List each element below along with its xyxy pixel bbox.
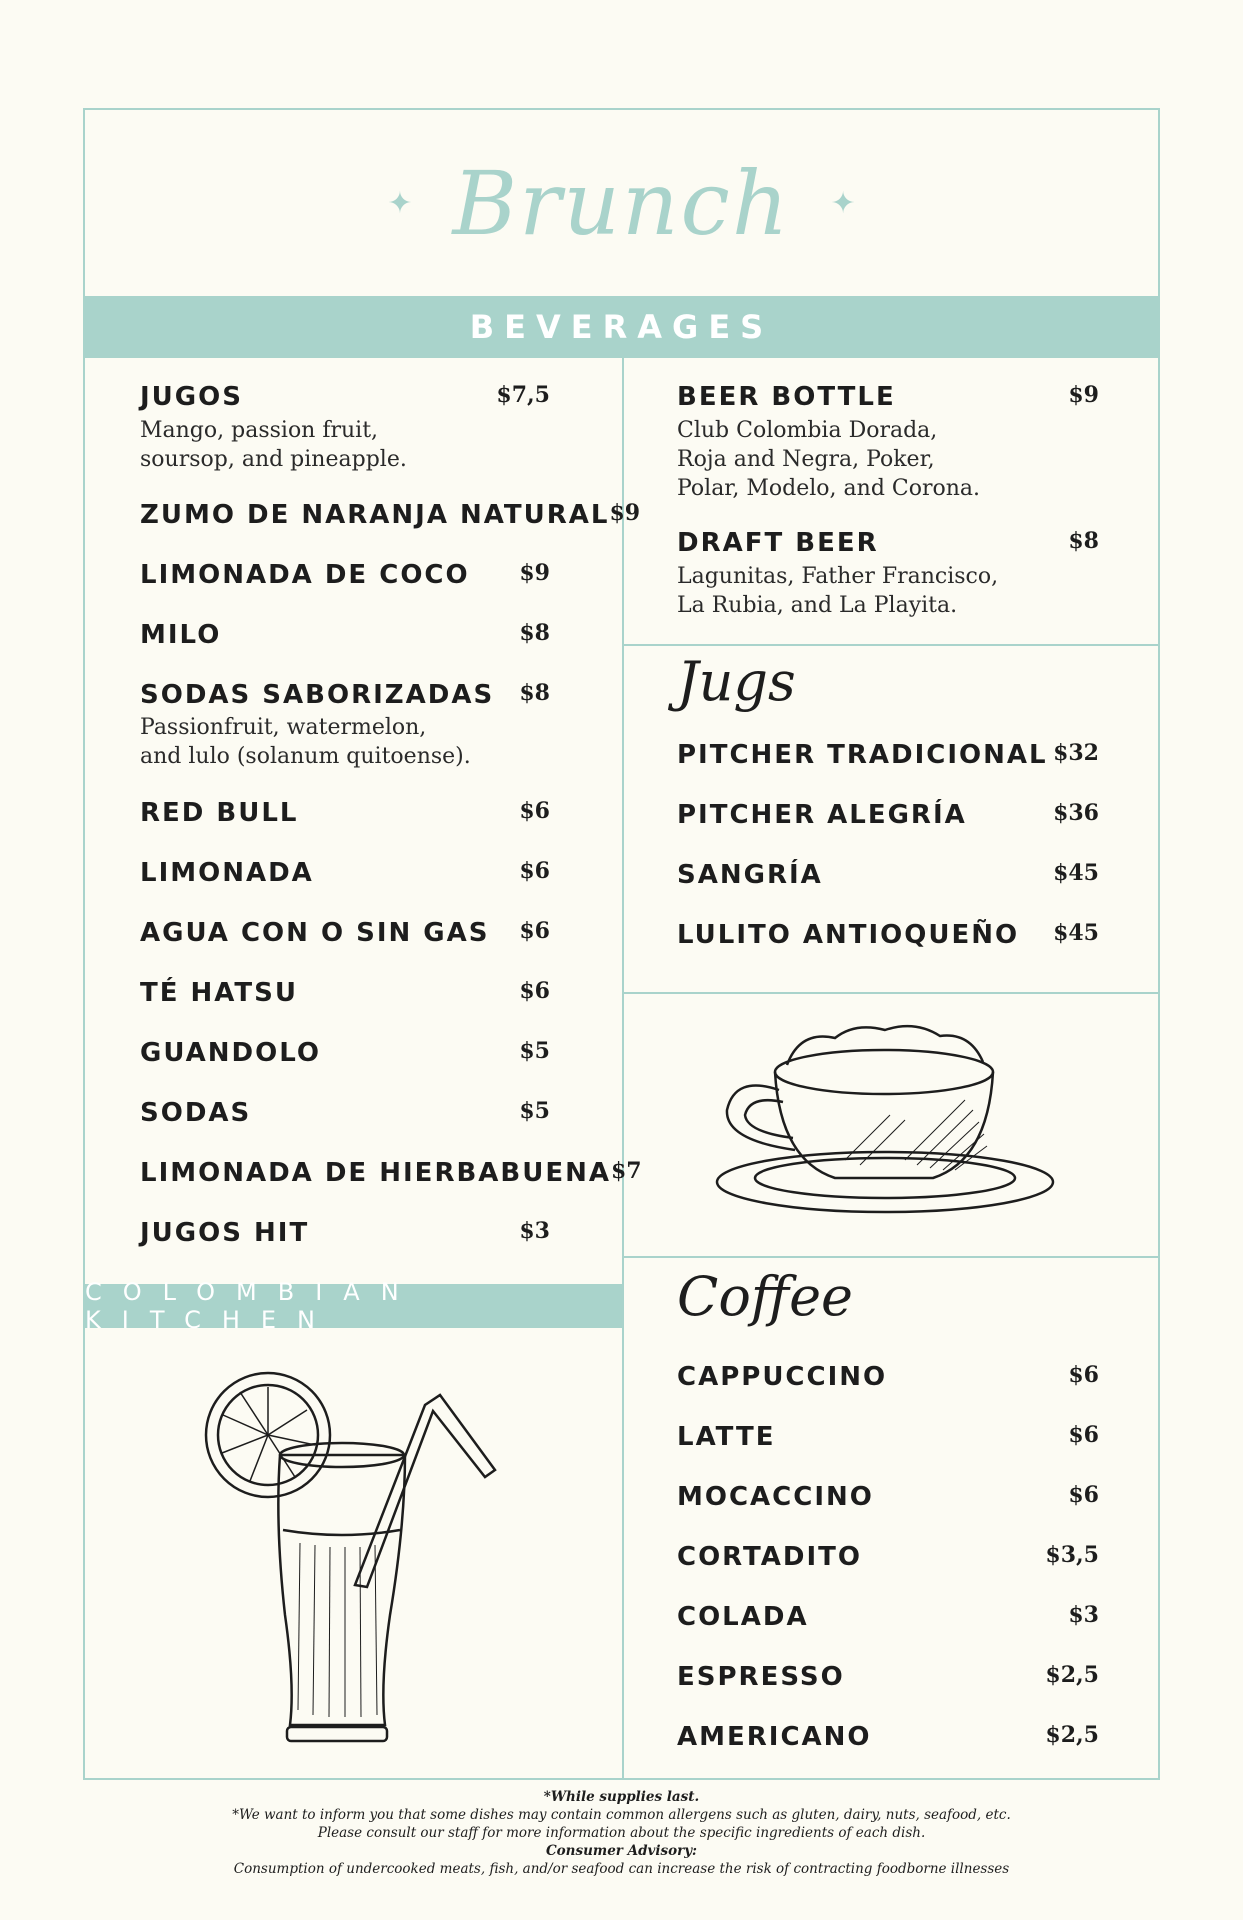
cup-handle-inner [745,1100,793,1138]
item-name: ESPRESSO [677,1662,845,1692]
item-price: $8 [1068,528,1099,554]
item-name: SODAS [140,1098,252,1128]
item-name: TÉ HATSU [140,978,298,1008]
description-line: and lulo (solanum quitoense). [140,744,471,769]
menu-item [140,978,550,1008]
item-price: $9 [519,560,550,586]
column-divider [622,358,624,1780]
menu-item-draft-beer [677,528,1099,558]
item-price: $9 [1068,382,1099,408]
item-name: LATTE [677,1422,776,1452]
foam [787,1026,983,1065]
description-line: Club Colombia Dorada, [677,418,938,443]
item-name: SANGRÍA [677,860,823,890]
item-price: $2,5 [1045,1722,1099,1748]
glass-base [287,1727,387,1741]
menu-item [140,620,550,650]
item-price: $9 [609,500,641,526]
menu-item [140,1158,642,1188]
page-title: Brunch [452,151,791,255]
menu-item [677,1722,1099,1752]
item-price: $8 [519,620,550,646]
menu-item-beer-bottle [677,382,1099,412]
menu-item [140,858,550,888]
section-divider [624,644,1160,646]
item-name: COLADA [677,1602,809,1632]
item-name: AMERICANO [677,1722,872,1752]
item-price: $36 [1053,800,1099,826]
section-divider [624,992,1160,994]
item-name: BEER BOTTLE [677,382,896,412]
menu-item [677,1542,1099,1572]
menu-item [677,740,1099,770]
item-name: LULITO ANTIOQUEÑO [677,920,1020,950]
straw [355,1395,495,1587]
orange-segments [222,1387,315,1481]
footer-notes [0,1788,1243,1878]
item-name: ZUMO DE NARANJA NATURAL [140,500,610,530]
menu-item [140,1098,550,1128]
item-price: $3 [519,1218,550,1244]
menu-frame [83,108,1160,1780]
item-price: $6 [519,858,550,884]
item-description [140,713,471,771]
item-price: $5 [519,1038,550,1064]
footer-advisory-text: Consumption of undercooked meats, fish, and/or seafood can increase the risk of contracting foodborne illnesses [233,1861,1010,1877]
item-name: JUGOS HIT [140,1218,310,1248]
item-price: $6 [519,918,550,944]
item-price: $2,5 [1045,1662,1099,1688]
item-description [677,562,998,620]
item-name: AGUA CON O SIN GAS [140,918,490,948]
menu-item-jugos [140,382,550,412]
coffee-heading: Coffee [677,1265,854,1328]
item-name: LIMONADA DE HIERBABUENA [140,1158,611,1188]
item-name: JUGOS [140,382,243,412]
menu-item [140,1038,550,1068]
menu-item [677,800,1099,830]
item-name: MOCACCINO [677,1482,874,1512]
item-price: $5 [519,1098,550,1124]
glass-body [278,1455,405,1725]
cup-handle [727,1086,795,1151]
coffee-cup-icon [705,1010,1065,1220]
menu-item [677,860,1099,890]
item-price: $3 [1068,1602,1099,1628]
section-divider [624,1256,1160,1258]
item-price: $3,5 [1045,1542,1099,1568]
item-price: $7 [610,1158,642,1184]
footer-consult: Please consult our staff for more information about the specific ingredients of each dish. [317,1825,926,1841]
sparkle-right-icon: ✦ [830,185,856,221]
menu-item [677,1422,1099,1452]
item-price: $45 [1053,860,1099,886]
item-price: $6 [519,978,550,1004]
menu-item [677,1362,1099,1392]
item-price: $6 [519,798,550,824]
menu-item [677,1602,1099,1632]
description-line: Mango, passion fruit, [140,418,379,443]
menu-item [140,500,641,530]
menu-item [140,560,550,590]
item-name: CAPPUCCINO [677,1362,888,1392]
jugs-heading: Jugs [677,650,796,713]
item-price: $7,5 [496,382,550,408]
item-name: MILO [140,620,222,650]
item-price: $6 [1068,1422,1099,1448]
footer-advisory-title: Consumer Advisory: [545,1843,698,1859]
menu-item [140,918,550,948]
menu-item [677,1482,1099,1512]
colombian-kitchen-band: COLOMBIAN KITCHEN [85,1284,622,1328]
item-name: LIMONADA DE COCO [140,560,470,590]
glass-hatching [298,1543,377,1717]
saucer-outer [717,1152,1053,1212]
item-name: SODAS SABORIZADAS [140,680,495,710]
item-name: CORTADITO [677,1542,862,1572]
liquid-surface [283,1530,400,1535]
item-name: DRAFT BEER [677,528,879,558]
description-line: Polar, Modelo, and Corona. [677,476,981,501]
cup-rim [775,1050,993,1094]
item-name: PITCHER ALEGRÍA [677,800,967,830]
item-description [677,416,980,503]
menu-item [140,1218,550,1248]
item-name: PITCHER TRADICIONAL [677,740,1048,770]
item-name: GUANDOLO [140,1038,321,1068]
menu-item [677,1662,1099,1692]
menu-item [677,920,1099,950]
footer-supplies: *While supplies last. [543,1789,700,1805]
menu-item [140,798,550,828]
description-line: Roja and Negra, Poker, [677,447,935,472]
item-price: $45 [1053,920,1099,946]
description-line: Passionfruit, watermelon, [140,715,427,740]
title-area [85,110,1158,296]
description-line: soursop, and pineapple. [140,447,407,472]
footer-allergens: *We want to inform you that some dishes may contain common allergens such as gluten, dairy, nuts, seafood, etc. [232,1807,1011,1823]
item-price: $8 [519,680,550,706]
item-name: LIMONADA [140,858,314,888]
beverages-band: BEVERAGES [85,296,1158,358]
menu-item [140,680,550,710]
description-line: La Rubia, and La Playita. [677,593,958,618]
item-description [140,416,407,474]
item-price: $32 [1053,740,1099,766]
juice-glass-icon [195,1355,515,1755]
sparkle-left-icon: ✦ [387,185,413,221]
item-price: $6 [1068,1482,1099,1508]
description-line: Lagunitas, Father Francisco, [677,564,999,589]
item-name: RED BULL [140,798,299,828]
item-price: $6 [1068,1362,1099,1388]
